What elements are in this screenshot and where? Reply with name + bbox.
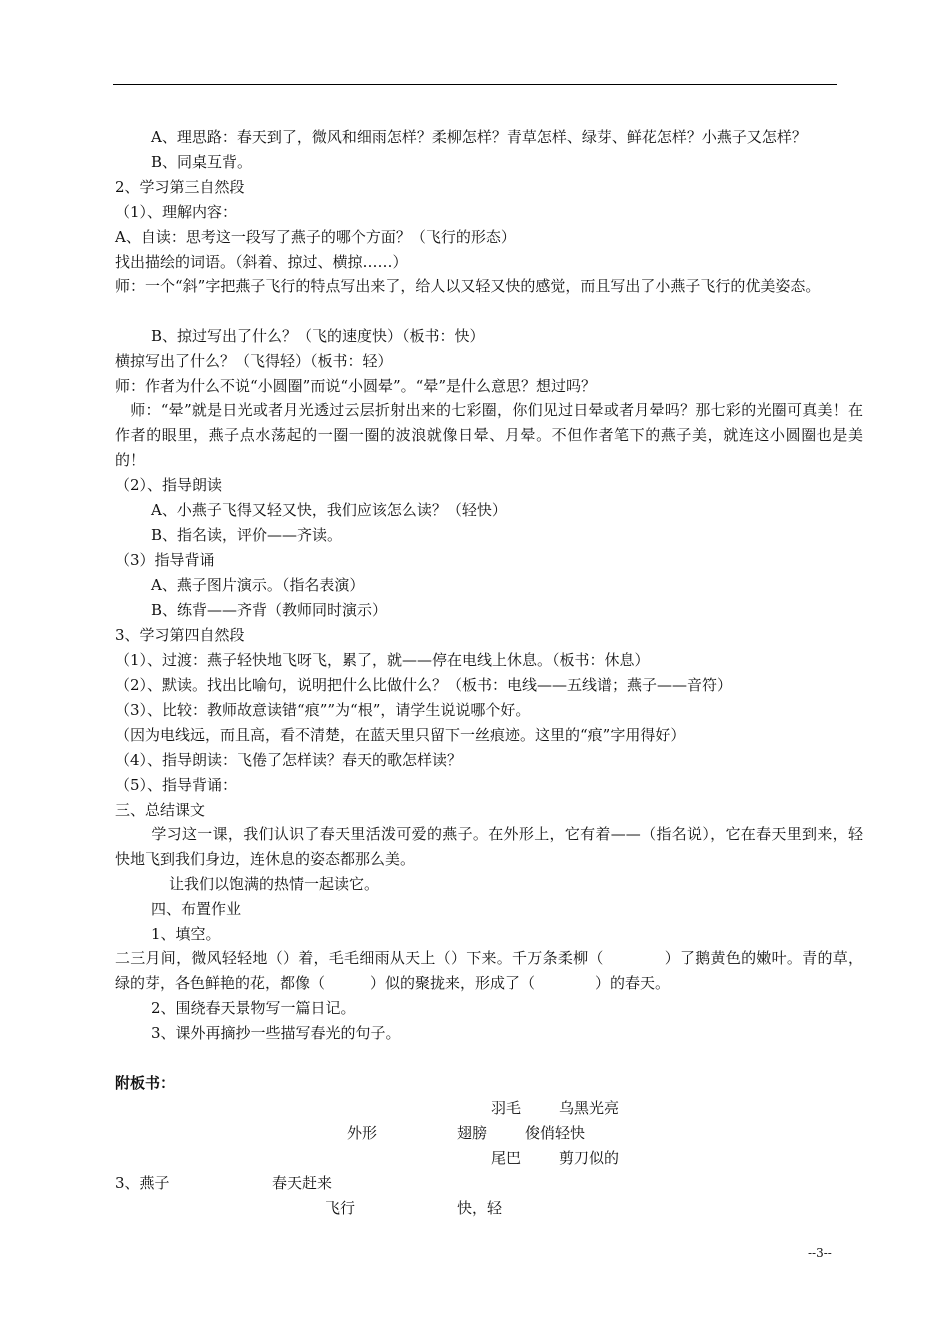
board-wings: 翅膀 — [457, 1124, 488, 1142]
teacher-paragraph-1: 师：一个“斜”字把燕子飞行的特点写出来了，给人以又轻又快的感觉，而且写出了小燕子飞行的优美姿态。 — [115, 277, 821, 295]
text-line: （5）、指导背诵： — [115, 776, 238, 794]
text-line: B、指名读，评价——齐读。 — [151, 526, 343, 544]
text-line: B、练背——齐背（教师同时演示） — [151, 601, 388, 619]
summary-paragraph: 学习这一课，我们认识了春天里活泼可爱的燕子。在外形上，它有着——（指名说），它在春天里到来，轻快地飞到我们身边，连休息的姿态都那么美。 — [115, 825, 863, 868]
text-line: （2）、默读。找出比喻句，说明把什么比做什么？（板书：电线——五线谱；燕子——音符） — [115, 676, 733, 694]
board-feather-desc: 乌黑光亮 — [559, 1099, 620, 1117]
board-flying: 飞行 — [325, 1199, 356, 1217]
subheading-recite: （3）指导背诵 — [115, 551, 215, 569]
board-wings-desc: 俊俏轻快 — [525, 1124, 586, 1142]
outline-step-a: A、理思路：春天到了，微风和细雨怎样？柔柳怎样？青草怎样、绿芽、鲜花怎样？小燕子又怎样？ — [151, 128, 807, 146]
section-heading-3rd-paragraph: 2、学习第三自然段 — [115, 178, 245, 196]
section-heading-homework: 四、布置作业 — [151, 900, 242, 918]
board-tail-desc: 剪刀似的 — [559, 1149, 620, 1167]
board-feather: 羽毛 — [491, 1099, 522, 1117]
text-line: A、自读：思考这一段写了燕子的哪个方面？（飞行的形态） — [115, 228, 516, 246]
text-line: 让我们以饱满的热情一起读它。 — [169, 875, 380, 893]
section-heading-4th-paragraph: 3、学习第四自然段 — [115, 626, 245, 644]
homework-item-1: 1、填空。 — [151, 925, 221, 943]
page-number: --3-- — [808, 1246, 832, 1260]
board-heading: 附板书： — [115, 1074, 176, 1092]
text-line: （1）、过渡：燕子轻快地飞呀飞，累了，就——停在电线上休息。（板书：休息） — [115, 651, 650, 669]
homework-item-2: 2、围绕春天景物写一篇日记。 — [151, 999, 356, 1017]
text-line: A、小燕子飞得又轻又快，我们应该怎么读？（轻快） — [151, 501, 507, 519]
board-appearance: 外形 — [347, 1124, 378, 1142]
text-line: 找出描绘的词语。（斜着、掠过、横掠……） — [115, 253, 408, 271]
homework-item-3: 3、课外再摘抄一些描写春光的句子。 — [151, 1024, 401, 1042]
fill-in-blank-paragraph: 二三月间，微风轻轻地（）着，毛毛细雨从天上（）下来。千万条柔柳（ ）了鹅黄色的嫩叶。青的草，绿的芽，各色鲜艳的花，都像（ ）似的聚拢来，形成了（ ）的春天。 — [115, 949, 863, 992]
teacher-paragraph-2: 师：“晕”就是日光或者月光透过云层折射出来的七彩圈，你们见过日晕或者月晕吗？那七彩的光圈可真美！在作者的眼里，燕子点水荡起的一圈一圈的波浪就像日晕、月晕。不但作者笔下的燕子美，就连这小圆圈也是美的！ — [115, 401, 863, 469]
text-line: 横掠写出了什么？（飞得轻）（板书：轻） — [115, 352, 393, 370]
section-heading-summary: 三、总结课文 — [115, 801, 206, 819]
board-flying-desc: 快，轻 — [457, 1199, 503, 1217]
text-line: 师：作者为什么不说“小圆圈”而说“小圆晕”。“晕”是什么意思？想过吗？ — [115, 377, 597, 395]
subheading-reading: （2）、指导朗读 — [115, 476, 223, 494]
text-line: （3）、比较：教师故意读错“痕””为“根”，请学生说说哪个好。 — [115, 701, 531, 719]
board-tail: 尾巴 — [491, 1149, 522, 1167]
text-line: A、燕子图片演示。（指名表演） — [151, 576, 365, 594]
subheading-understand: （1）、理解内容： — [115, 203, 238, 221]
text-line: （因为电线远，而且高，看不清楚，在蓝天里只留下一丝痕迹。这里的“痕”字用得好） — [115, 726, 686, 744]
outline-step-b: B、同桌互背。 — [151, 153, 253, 171]
text-line: B、掠过写出了什么？（飞的速度快）（板书：快） — [151, 327, 485, 345]
board-spring: 春天赶来 — [272, 1174, 333, 1192]
board-swallow: 3、燕子 — [115, 1174, 170, 1192]
text-line: （4）、指导朗读：飞倦了怎样读？春天的歌怎样读？ — [115, 751, 463, 769]
header-rule — [113, 84, 837, 85]
